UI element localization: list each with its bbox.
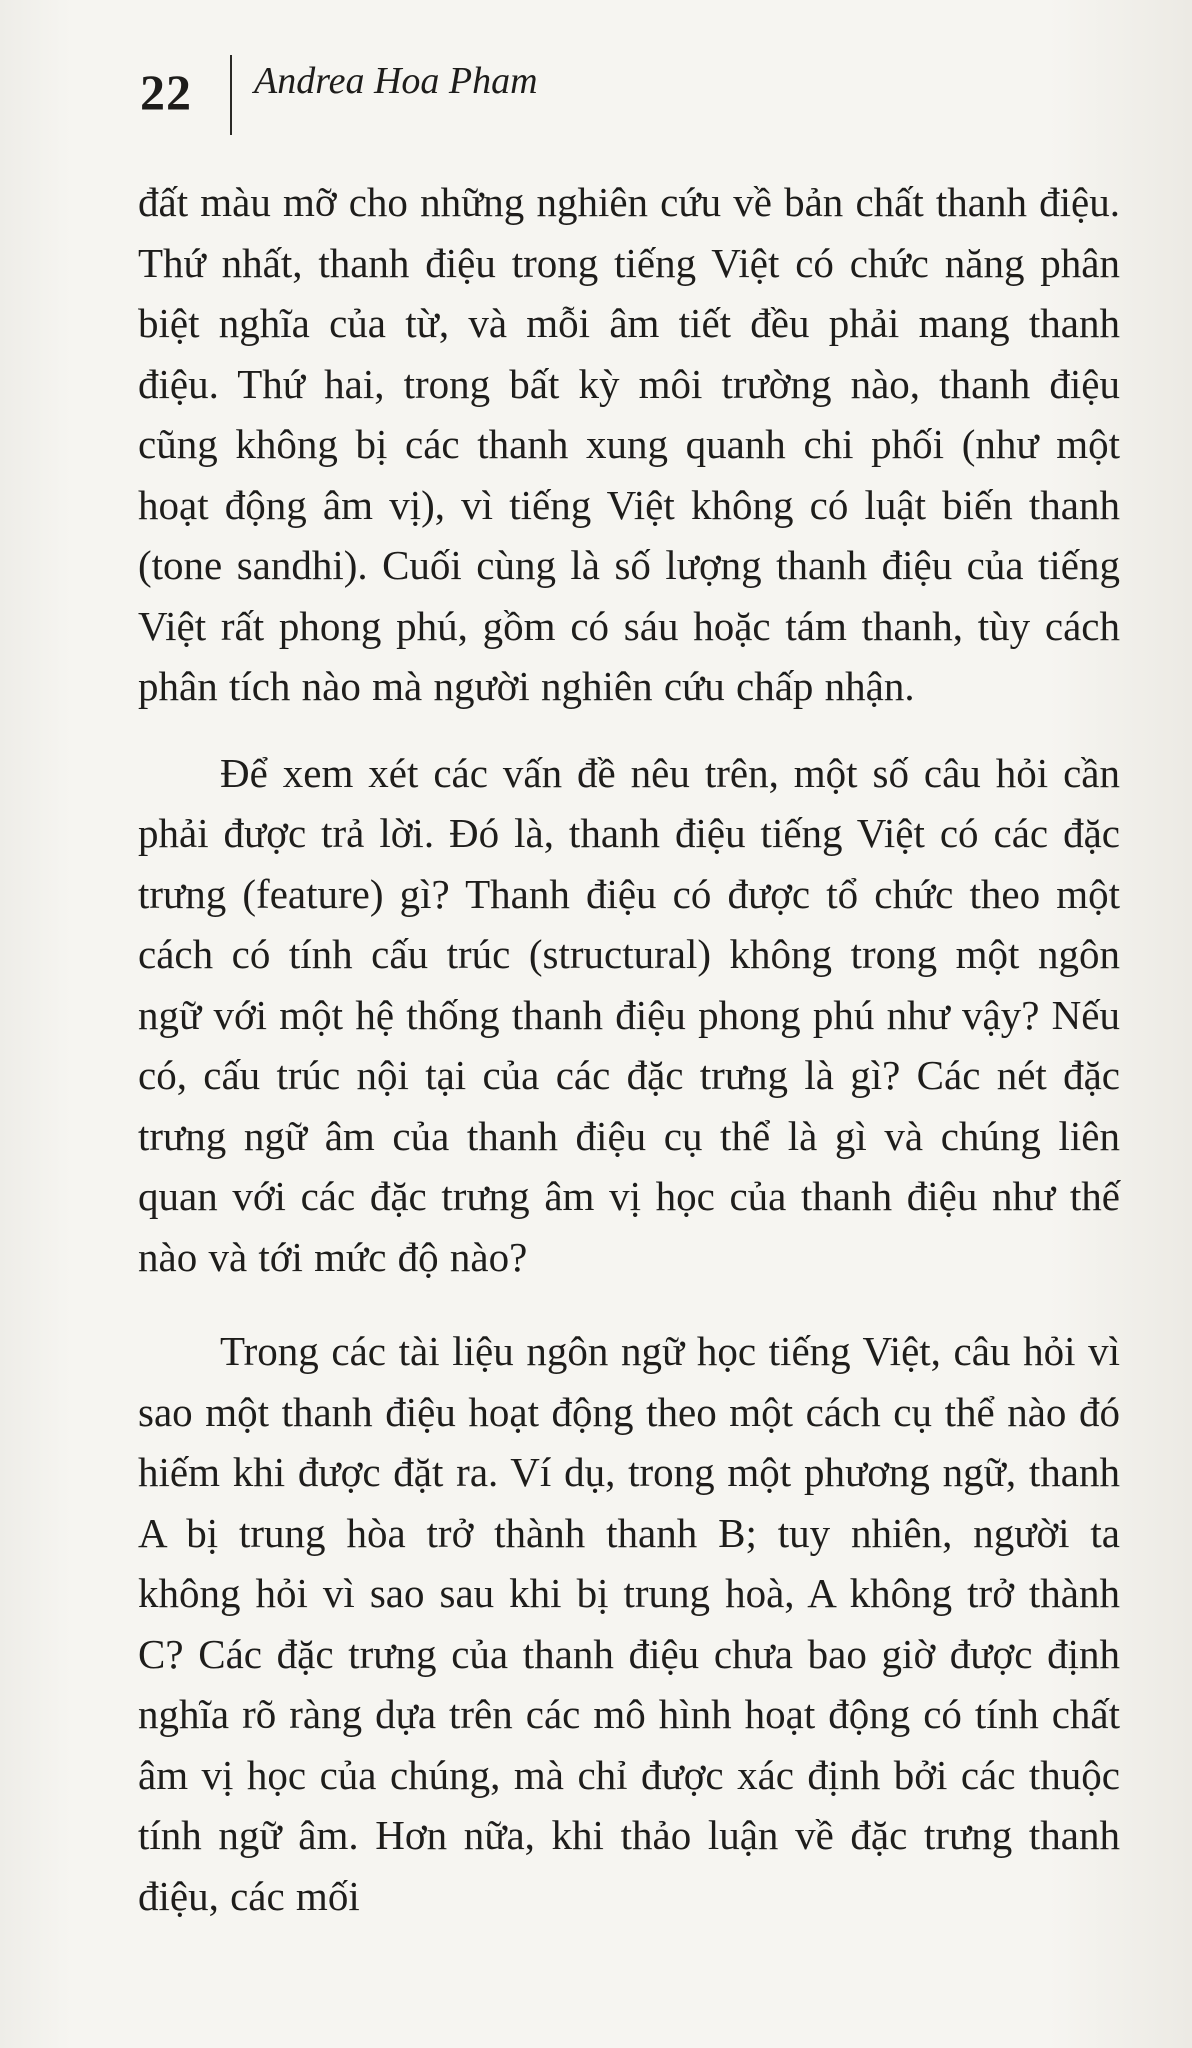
header-divider bbox=[230, 55, 232, 135]
author-name: Andrea Hoa Pham bbox=[254, 60, 538, 102]
paragraph: Để xem xét các vấn đề nêu trên, một số câu hỏi cần phải được trả lời. Đó là, thanh điệu tiếng Việt có các đặc trưng (feature) gì? Thanh điệu có được tổ chức theo một cách có tính cấu trúc (structural) không trong một ngôn ngữ với một hệ thống thanh điệu phong phú như vậy? Nếu có, cấu trúc nội tại của các đặc trưng là gì? Các nét đặc trưng ngữ âm của thanh điệu cụ thể là gì và chúng liên quan với các đặc trưng âm vị học của thanh điệu như thế nào và tới mức độ nào? bbox=[138, 749, 1120, 1280]
paragraph: đất màu mỡ cho những nghiên cứu về bản chất thanh điệu. Thứ nhất, thanh điệu trong tiếng Việt có chức năng phân biệt nghĩa của từ, và mỗi âm tiết đều phải mang thanh điệu. Thứ hai, trong bất kỳ môi trường nào, thanh điệu cũng không bị các thanh xung quanh chi phối (như một hoạt động âm vị), vì tiếng Việt không có luật biến thanh (tone sandhi). Cuối cùng là số lượng thanh điệu của tiếng Việt rất phong phú, gồm có sáu hoặc tám thanh, tùy cách phân tích nào mà người nghiên cứu chấp nhận. bbox=[138, 179, 1120, 709]
body-text bbox=[138, 172, 1120, 1926]
page-number: 22 bbox=[140, 64, 192, 120]
paragraph: Trong các tài liệu ngôn ngữ học tiếng Việt, câu hỏi vì sao một thanh điệu hoạt động theo một cách cụ thể nào đó hiếm khi được đặt ra. Ví dụ, trong một phương ngữ, thanh A bị trung hòa trở thành thanh B; tuy nhiên, người ta không hỏi vì sao sau khi bị trung hoà, A không trở thành C? Các đặc trưng của thanh điệu chưa bao giờ được định nghĩa rõ ràng dựa trên các mô hình hoạt động có tính chất âm vị học của chúng, mà chỉ được xác định bởi các thuộc tính ngữ âm. Hơn nữa, khi thảo luận về đặc trưng thanh điệu, các mối bbox=[138, 1328, 1120, 1919]
running-header bbox=[140, 50, 538, 120]
